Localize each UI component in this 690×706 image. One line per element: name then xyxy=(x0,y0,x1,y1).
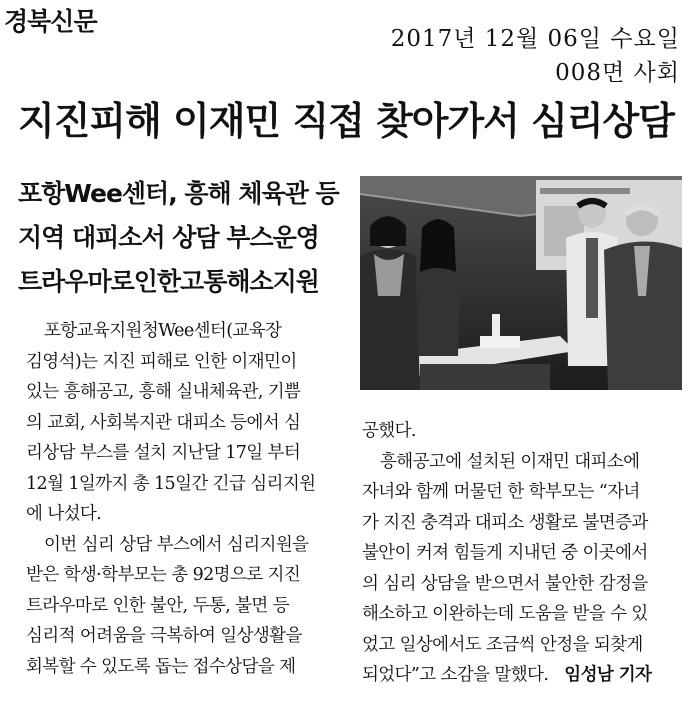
article-body-column-1 xyxy=(26,316,336,682)
newspaper-masthead: 경북신문 xyxy=(4,7,97,36)
body-line: 에 나섰다. xyxy=(26,504,102,524)
body-line: 자녀와 함께 머물던 한 학부모는 “자녀 xyxy=(362,482,640,502)
subheadline-line: 트라우마로인한고통해소지원 xyxy=(18,267,319,296)
body-line: 흥해공고에 설치된 이재민 대피소에 xyxy=(380,451,640,472)
photo-tent-counseling-booth-icon xyxy=(360,176,682,390)
reporter-byline: 임성남 기자 xyxy=(564,665,652,685)
body-line: 의 심리 상담을 받으면서 불안한 감정을 xyxy=(362,573,648,594)
publication-date: 2017년 12월 06일 수요일 xyxy=(390,26,680,52)
body-line: 었고 일상에서도 조금씩 안정을 되찾게 xyxy=(362,634,643,655)
article-headline: 지진피해 이재민 직접 찾아가서 심리상담 xyxy=(18,99,674,143)
body-line: 리상담 부스를 설치 지난달 17일 부터 xyxy=(26,443,301,463)
body-line: 공했다. xyxy=(362,421,416,441)
article-subheadline xyxy=(18,172,339,304)
body-line: 심리적 어려움을 극복하여 일상생활을 xyxy=(26,626,302,646)
body-line: 김영석)는 지진 피해로 인한 이재민이 xyxy=(26,351,297,372)
page-section: 008면 사회 xyxy=(555,60,680,86)
subheadline-line: 포항Wee센터, 흥해 체육관 등 xyxy=(18,179,339,208)
subheadline-line: 지역 대피소서 상담 부스운영 xyxy=(18,223,319,252)
body-line: 포항교육지원청Wee센터(교육장 xyxy=(44,321,282,341)
body-line: 받은 학생·학부모는 총 92명으로 지진 xyxy=(26,565,301,585)
dateline xyxy=(391,22,680,90)
body-line: 있는 흥해공고, 흥해 실내체육관, 기쁨 xyxy=(26,382,301,402)
body-line: 해소하고 이완하는데 도움을 받을 수 있 xyxy=(362,604,648,624)
body-line: 12월 1일까지 총 15일간 긴급 심리지원 xyxy=(26,473,316,494)
article-photo xyxy=(360,176,682,390)
body-line: 회복할 수 있도록 돕는 접수상담을 제 xyxy=(26,656,296,677)
body-line: 불안이 커져 힘들게 지내던 중 이곳에서 xyxy=(362,543,648,563)
body-line-with-byline xyxy=(362,660,680,691)
body-line-text: 되었다”고 소감을 말했다. xyxy=(362,665,549,685)
body-line: 이번 심리 상담 부스에서 심리지원을 xyxy=(44,534,309,555)
body-line: 트라우마로 인한 불안, 두통, 불면 등 xyxy=(26,595,290,616)
body-line: 의 교회, 사회복지관 대피소 등에서 심 xyxy=(26,412,301,433)
body-line: 가 지진 충격과 대피소 생활로 불면증과 xyxy=(362,512,648,533)
article-body-column-2 xyxy=(362,416,680,691)
